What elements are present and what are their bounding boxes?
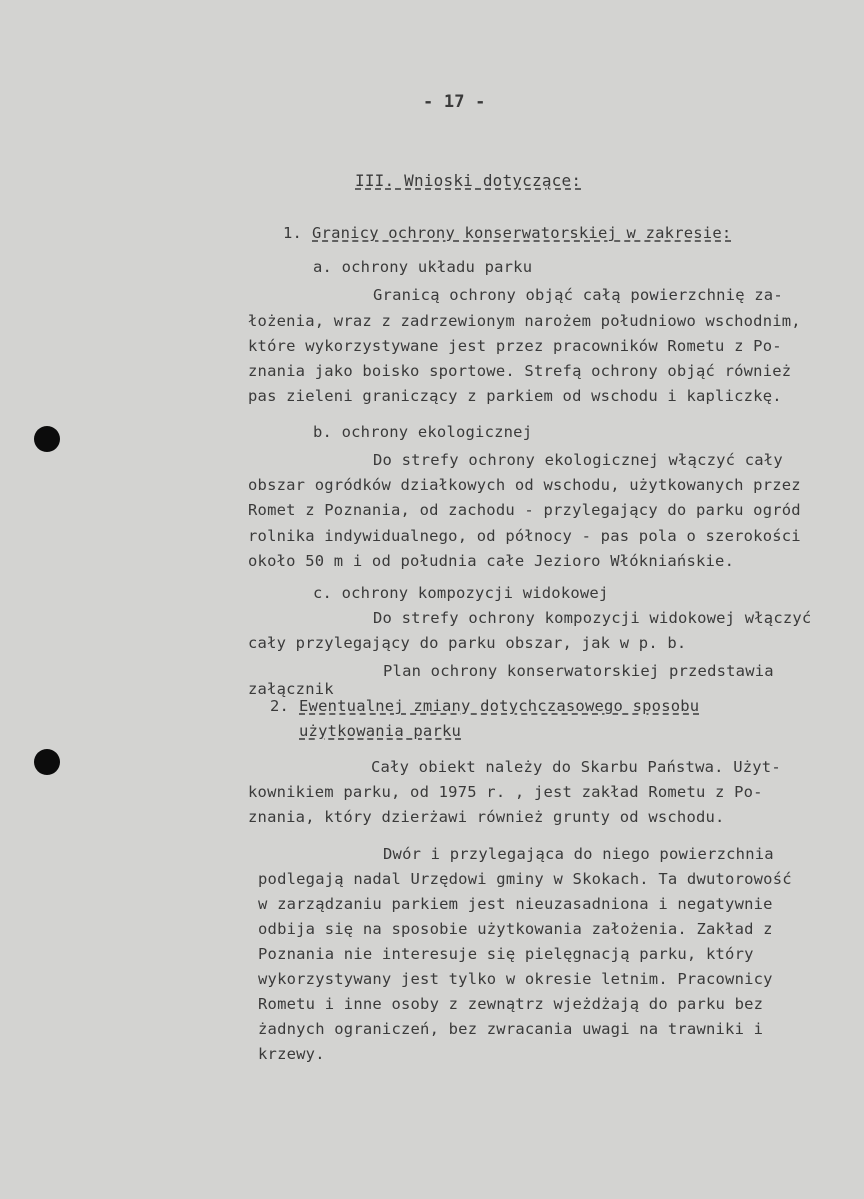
text-line: około 50 m i od południa całe Jezioro Włókniańskie.	[248, 552, 735, 570]
text-line: odbija się na sposobie użytkowania założenia. Zakład z	[258, 920, 773, 938]
text-line: Rometu i inne osoby z zewnątrz wjeżdżają do parku bez	[258, 995, 764, 1013]
text-line: w zarządzaniu parkiem jest nieuzasadniona i negatywnie	[258, 895, 773, 913]
section1-number: 1.	[283, 224, 303, 242]
text-line: Dwór i przylegająca do niego powierzchnia	[383, 845, 774, 863]
section1-title: Granicy ochrony konserwatorskiej w zakresie:	[312, 224, 732, 242]
text-line: Romet z Poznania, od zachodu - przylegający do parku ogród	[248, 501, 801, 519]
text-line: znania, który dzierżawi również grunty od wschodu.	[248, 808, 725, 826]
section2-title-line1: Ewentualnej zmiany dotychczasowego sposobu	[299, 697, 700, 715]
text-line: załącznik	[248, 680, 334, 698]
section-heading: III. Wnioski dotyczące:	[355, 171, 582, 190]
text-line: kownikiem parku, od 1975 r. , jest zakład Rometu z Po-	[248, 783, 763, 801]
section2-number: 2.	[270, 697, 290, 715]
text-line: cały przylegający do parku obszar, jak w p. b.	[248, 634, 687, 652]
text-line: Granicą ochrony objąć całą powierzchnię za-	[373, 286, 783, 304]
punch-hole	[34, 749, 60, 775]
text-line: które wykorzystywane jest przez pracowników Rometu z Po-	[248, 337, 782, 355]
text-line: krzewy.	[258, 1045, 325, 1063]
text-line: Plan ochrony konserwatorskiej przedstawia	[383, 662, 774, 680]
text-line: podlegają nadal Urzędowi gminy w Skokach. Ta dwutorowość	[258, 870, 792, 888]
text-line: wykorzystywany jest tylko w okresie letnim. Pracownicy	[258, 970, 773, 988]
subsection-a-label: a. ochrony układu parku	[313, 258, 533, 276]
text-line: obszar ogródków działkowych od wschodu, użytkowanych przez	[248, 476, 801, 494]
text-line: żadnych ograniczeń, bez zwracania uwagi na trawniki i	[258, 1020, 764, 1038]
text-line: Poznania nie interesuje się pielęgnacją parku, który	[258, 945, 754, 963]
subsection-b-label: b. ochrony ekologicznej	[313, 423, 533, 441]
section2-title-line2: użytkowania parku	[299, 722, 462, 740]
text-line: łożenia, wraz z zadrzewionym narożem południowo wschodnim,	[248, 312, 801, 330]
text-line: Do strefy ochrony ekologicznej włączyć cały	[373, 451, 783, 469]
page-number: - 17 -	[423, 92, 486, 112]
text-line: znania jako boisko sportowe. Strefą ochrony objąć również	[248, 362, 792, 380]
text-line: Do strefy ochrony kompozycji widokowej włączyć	[373, 609, 812, 627]
subsection-c-label: c. ochrony kompozycji widokowej	[313, 584, 609, 602]
punch-hole	[34, 426, 60, 452]
text-line: pas zieleni graniczący z parkiem od wschodu i kapliczkę.	[248, 387, 782, 405]
text-line: Cały obiekt należy do Skarbu Państwa. Użyt-	[371, 758, 781, 776]
text-line: rolnika indywidualnego, od północy - pas pola o szerokości	[248, 527, 801, 545]
